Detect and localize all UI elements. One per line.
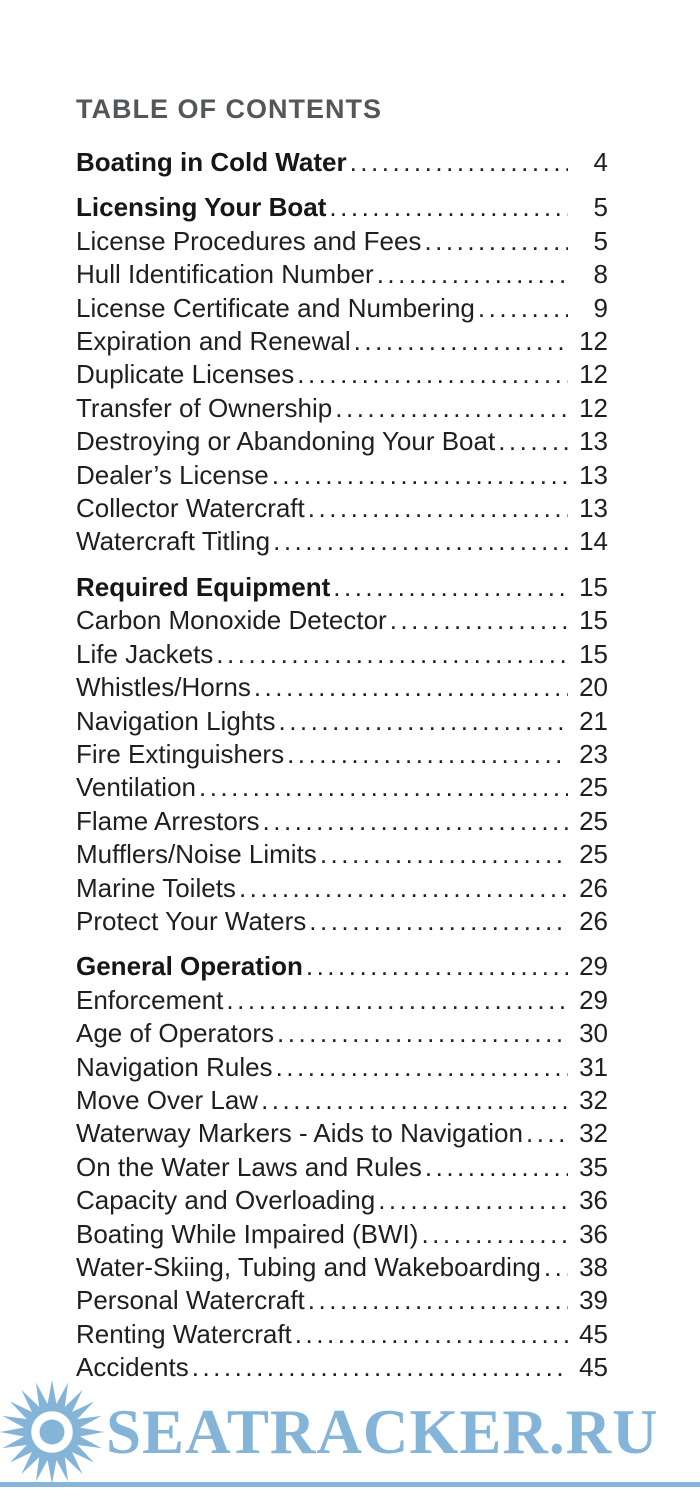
toc-entry-label: Watercraft Titling (76, 526, 271, 557)
toc-row (76, 1084, 608, 1117)
dot-leader (354, 325, 568, 358)
toc-row (76, 604, 608, 637)
toc-row (76, 1251, 608, 1284)
dot-leader (308, 492, 568, 525)
dot-leader (278, 705, 568, 738)
toc-page-number: 25 (579, 805, 608, 836)
toc-page-number: 26 (579, 872, 608, 903)
toc-entry-label: Destroying or Abandoning Your Boat (76, 426, 496, 457)
toc-page-number: 13 (579, 459, 608, 490)
toc-page-number: 26 (579, 905, 608, 936)
dot-leader (287, 738, 568, 771)
toc-entry-label: Life Jackets (76, 638, 214, 669)
table-of-contents (76, 146, 608, 1385)
toc-page-number: 13 (579, 426, 608, 457)
dot-leader (390, 604, 568, 637)
toc-page-number: 30 (579, 1018, 608, 1049)
toc-row (76, 492, 608, 525)
toc-entry-label: Marine Toilets (76, 872, 236, 903)
toc-row (76, 738, 608, 771)
dot-leader (216, 638, 568, 671)
toc-page-number: 4 (593, 147, 608, 177)
toc-entry-label: General Operation (76, 951, 303, 982)
toc-entry-label: Navigation Rules (76, 1051, 273, 1082)
dot-leader (261, 1084, 568, 1117)
toc-section-header-row (76, 950, 608, 983)
toc-entry-label: Capacity and Overloading (76, 1185, 376, 1216)
dot-leader (544, 1251, 568, 1284)
toc-page-number: 21 (579, 705, 608, 736)
toc-entry-label: Age of Operators (76, 1018, 274, 1049)
dot-leader (277, 1017, 568, 1050)
dot-leader (498, 425, 568, 458)
toc-entry-label: Licensing Your Boat (76, 192, 327, 223)
toc-row (76, 225, 608, 258)
dot-leader (308, 1284, 568, 1317)
toc-section (76, 950, 608, 1384)
toc-entry-label: Renting Watercraft (76, 1318, 292, 1349)
toc-row (76, 638, 608, 671)
dot-leader (378, 1184, 568, 1217)
toc-entry-label: License Certificate and Numbering (76, 292, 475, 323)
dot-leader (335, 392, 568, 425)
toc-row (76, 1284, 608, 1317)
toc-row (76, 1051, 608, 1084)
page-title: TABLE OF CONTENTS (76, 94, 382, 124)
dot-leader (297, 358, 568, 391)
toc-page-number: 13 (579, 493, 608, 524)
toc-entry-label: On the Water Laws and Rules (76, 1151, 422, 1182)
toc-section-header-row (76, 571, 608, 604)
toc-row (76, 1218, 608, 1251)
toc-row (76, 984, 608, 1017)
toc-entry-label: Mufflers/Noise Limits (76, 839, 317, 870)
toc-page-number: 9 (593, 292, 608, 323)
watermark-text: SEATRACKER.RU (106, 1396, 659, 1467)
toc-entry-label: Boating While Impaired (BWI) (76, 1218, 419, 1249)
dot-leader (226, 984, 568, 1017)
toc-row (76, 1151, 608, 1184)
toc-entry-label: Carbon Monoxide Detector (76, 605, 387, 636)
dot-leader (306, 950, 568, 983)
toc-entry-label: Accidents (76, 1352, 189, 1383)
toc-section-header-row (76, 146, 608, 179)
toc-entry-label: Fire Extinguishers (76, 738, 285, 769)
toc-page-number: 45 (579, 1318, 608, 1349)
toc-entry-label: Flame Arrestors (76, 805, 260, 836)
dot-leader (272, 459, 568, 492)
toc-entry-label: Expiration and Renewal (76, 326, 351, 357)
toc-entry-label: Required Equipment (76, 571, 331, 602)
toc-entry-label: Ventilation (76, 772, 196, 803)
toc-page-number: 15 (579, 605, 608, 636)
toc-page-number: 5 (593, 225, 608, 256)
toc-page-number: 36 (579, 1185, 608, 1216)
toc-row (76, 872, 608, 905)
toc-entry-label: Protect Your Waters (76, 905, 307, 936)
toc-entry-label: Hull Identification Number (76, 259, 374, 290)
toc-entry-label: Dealer’s License (76, 459, 269, 490)
toc-row (76, 459, 608, 492)
dot-leader (333, 571, 568, 604)
toc-row (76, 358, 608, 391)
toc-page-number: 38 (579, 1252, 608, 1282)
toc-section (76, 571, 608, 938)
toc-entry-label: Collector Watercraft (76, 493, 305, 524)
dot-leader (425, 1151, 568, 1184)
toc-entry-label: Navigation Lights (76, 705, 276, 736)
toc-page-number: 31 (579, 1051, 608, 1082)
watermark-underline (0, 1482, 700, 1487)
toc-row (76, 1117, 608, 1150)
toc-page-number: 29 (579, 984, 608, 1015)
toc-page-number: 45 (579, 1352, 608, 1383)
dot-leader (254, 671, 568, 704)
toc-page-number: 25 (579, 772, 608, 803)
toc-entry-label: Personal Watercraft (76, 1285, 305, 1316)
toc-page-number: 32 (579, 1118, 608, 1149)
toc-row (76, 392, 608, 425)
dot-leader (526, 1117, 568, 1150)
toc-page-number: 35 (579, 1151, 608, 1182)
toc-page-number: 25 (579, 839, 608, 870)
dot-leader (421, 1218, 568, 1251)
toc-row (76, 705, 608, 738)
toc-row (76, 905, 608, 938)
toc-row (76, 1318, 608, 1351)
toc-page-number: 12 (579, 359, 608, 390)
dot-leader (199, 771, 568, 804)
toc-section-header-row (76, 191, 608, 224)
toc-entry-label: Water-Skiing, Tubing and Wakeboarding (76, 1252, 541, 1282)
toc-entry-label: Whistles/Horns (76, 672, 251, 703)
dot-leader (273, 525, 568, 558)
toc-row (76, 671, 608, 704)
toc-page-number: 39 (579, 1285, 608, 1316)
toc-page-number: 23 (579, 738, 608, 769)
toc-page-number: 8 (593, 259, 608, 290)
toc-section (76, 191, 608, 558)
toc-page-number: 15 (579, 571, 608, 602)
toc-row (76, 325, 608, 358)
toc-entry-label: Enforcement (76, 984, 224, 1015)
sun-icon (0, 1380, 104, 1484)
toc-entry-label: Move Over Law (76, 1084, 259, 1115)
toc-row (76, 771, 608, 804)
dot-leader (320, 838, 568, 871)
dot-leader (478, 292, 568, 325)
toc-row (76, 805, 608, 838)
toc-page-number: 14 (579, 526, 608, 557)
toc-row (76, 838, 608, 871)
toc-page-number: 15 (579, 638, 608, 669)
toc-entry-label: Waterway Markers - Aids to Navigation (76, 1118, 523, 1149)
dot-leader (350, 146, 568, 179)
toc-row (76, 1017, 608, 1050)
toc-entry-label: License Procedures and Fees (76, 225, 422, 256)
toc-page-number: 29 (579, 951, 608, 982)
toc-page-number: 5 (593, 192, 608, 223)
dot-leader (263, 805, 569, 838)
toc-row (76, 292, 608, 325)
toc-page-number: 12 (579, 392, 608, 423)
dot-leader (309, 905, 568, 938)
toc-row (76, 525, 608, 558)
dot-leader (377, 258, 568, 291)
toc-row (76, 258, 608, 291)
toc-entry-label: Boating in Cold Water (76, 147, 347, 177)
toc-page-number: 20 (579, 672, 608, 703)
watermark (0, 1380, 659, 1484)
toc-section (76, 146, 608, 179)
dot-leader (276, 1051, 568, 1084)
dot-leader (424, 225, 568, 258)
dot-leader (329, 191, 568, 224)
toc-page-number: 12 (579, 326, 608, 357)
dot-leader (295, 1318, 568, 1351)
toc-page-number: 36 (579, 1218, 608, 1249)
toc-row (76, 425, 608, 458)
toc-entry-label: Transfer of Ownership (76, 392, 333, 423)
toc-page-number: 32 (579, 1084, 608, 1115)
toc-row (76, 1184, 608, 1217)
toc-entry-label: Duplicate Licenses (76, 359, 295, 390)
dot-leader (239, 872, 568, 905)
